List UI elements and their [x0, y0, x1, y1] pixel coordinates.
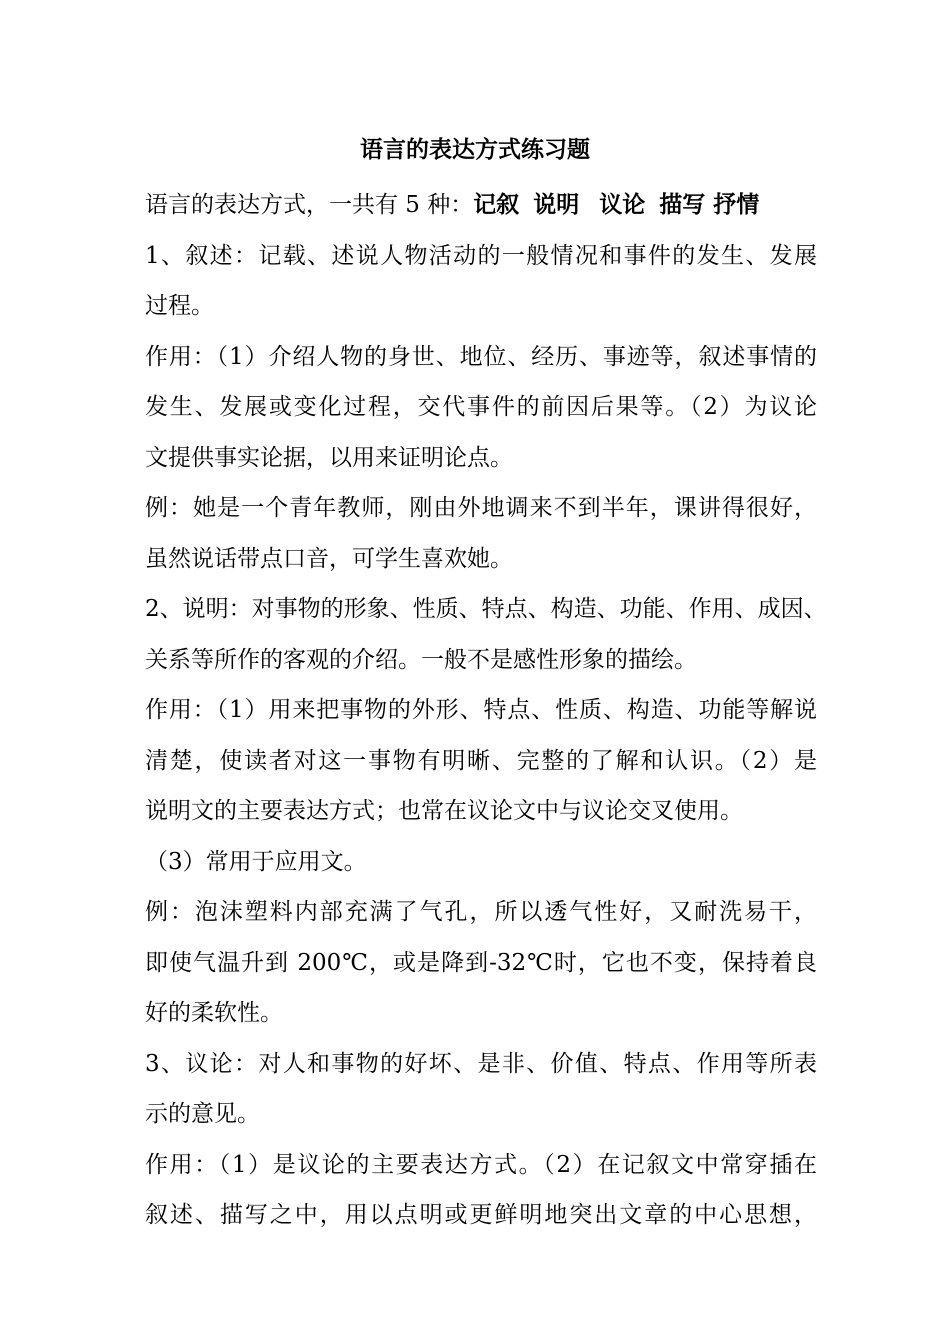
expression-type-narration: 记叙 [473, 191, 520, 218]
text-line: 虽然说话带点口音，可学生喜欢她。 [145, 545, 513, 572]
text-line: 1、叙述：记载、述说人物活动的一般情况和事件的发生、发展 [145, 242, 817, 269]
expression-type-lyric: 抒情 [713, 191, 760, 218]
text-line: 关系等所作的客观的介绍。一般不是感性形象的描绘。 [145, 646, 697, 673]
text-line: 发生、发展或变化过程，交代事件的前因后果等。（2）为议论 [145, 394, 817, 420]
text-line: 作用：（1）是议论的主要表达方式。（2）在记叙文中常穿插在 [145, 1151, 817, 1178]
text-line: 例：泡沫塑料内部充满了气孔，所以透气性好，又耐洗易干， [145, 899, 817, 925]
intro-prefix: 语言的表达方式，一共有 5 种： [145, 192, 474, 218]
expression-type-explanation: 说明 [533, 191, 580, 218]
text-line: 3、议论：对人和事物的好坏、是非、价值、特点、作用等所表 [145, 1050, 817, 1077]
text-line: 过程。 [145, 293, 214, 319]
document-title: 语言的表达方式练习题 [360, 136, 590, 163]
expression-type-description: 描写 [659, 191, 706, 218]
text-line: （3）常用于应用文。 [145, 848, 367, 875]
text-line: 示的意见。 [145, 1101, 260, 1127]
text-line: 说明文的主要表达方式；也常在议论文中与议论交叉使用。 [145, 798, 743, 824]
text-line: 作用：（1）介绍人物的身世、地位、经历、事迹等，叙述事情的 [145, 343, 817, 370]
intro-line [145, 180, 817, 231]
text-line: 作用：（1）用来把事物的外形、特点、性质、构造、功能等解说 [145, 697, 817, 723]
text-line: 2、说明：对事物的形象、性质、特点、构造、功能、作用、成因、 [145, 596, 827, 622]
text-line: 好的柔软性。 [145, 1000, 283, 1026]
text-line: 例：她是一个青年教师，刚由外地调来不到半年，课讲得很好， [145, 495, 817, 521]
expression-type-argument: 议论 [599, 191, 646, 218]
text-line: 即使气温升到 200℃，或是降到-32℃时，它也不变，保持着良 [145, 949, 817, 976]
text-line: 叙述、描写之中，用以点明或更鲜明地突出文章的中心思想， [145, 1202, 817, 1228]
document-body [145, 180, 827, 1241]
text-line: 清楚，使读者对这一事物有明晰、完整的了解和认识。（2）是 [145, 747, 817, 774]
text-line: 文提供事实论据，以用来证明论点。 [145, 444, 513, 471]
